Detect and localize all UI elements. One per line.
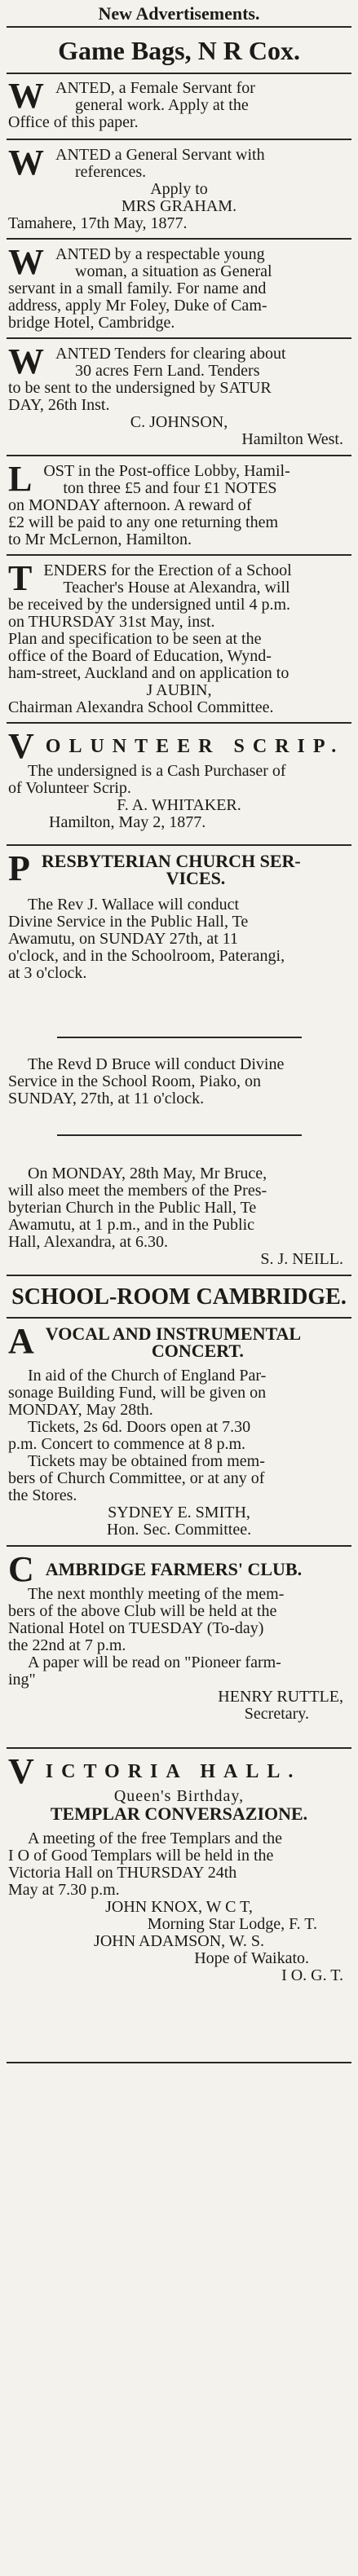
divider xyxy=(7,2062,351,2063)
ad-line: The Rev J. Wallace will conduct xyxy=(28,896,240,914)
ad-line: servant in a small family. For name and xyxy=(8,280,267,297)
ad-line: The next monthly meeting of the mem- xyxy=(28,1586,285,1603)
ad-presbyterian-monday xyxy=(0,1165,358,1268)
ad-line: will also meet the members of the Pres- xyxy=(8,1182,267,1200)
divider xyxy=(7,1545,351,1547)
divider xyxy=(7,1317,351,1319)
ad-line: I O of Good Templars will be held in the xyxy=(8,1847,274,1865)
ad-line: Service in the School Room, Piako, on xyxy=(8,1073,261,1090)
ad-line: The Revd D Bruce will conduct Divine xyxy=(28,1056,285,1073)
ad-line: references. xyxy=(75,164,147,181)
drop-cap: L xyxy=(8,459,33,499)
ad-line: C. JOHNSON, xyxy=(130,414,228,431)
drop-cap: A xyxy=(8,1321,34,1361)
ad-young-woman xyxy=(0,242,358,332)
ad-signature: SYDNEY E. SMITH, xyxy=(108,1504,250,1521)
ad-line: be received by the undersigned until 4 p.m. xyxy=(8,597,291,614)
ad-title: OLUNTEER SCRIP. xyxy=(45,736,345,757)
ad-title: CONCERT. xyxy=(151,1342,244,1359)
ad-line: May at 7.30 p.m. xyxy=(8,1882,120,1899)
ad-line: bers of the above Club will be held at the xyxy=(8,1603,277,1620)
drop-cap: V xyxy=(8,726,34,766)
ad-line: Chairman Alexandra School Committee. xyxy=(8,699,274,716)
drop-cap: C xyxy=(8,1549,34,1589)
ad-line: sonage Building Fund, will be given on xyxy=(8,1385,267,1402)
ad-line: Hamilton, May 2, 1877. xyxy=(49,814,206,831)
game-bags-title: Game Bags, N R Cox. xyxy=(58,36,300,65)
ad-line: OST in the Post-office Lobby, Hamil- xyxy=(43,463,290,480)
ad-line: p.m. Concert to commence at 8 p.m. xyxy=(8,1436,246,1453)
ad-line: £2 will be paid to any one returning them xyxy=(8,514,279,531)
ad-line: office of the Board of Education, Wynd- xyxy=(8,648,272,665)
ad-subtitle: TEMPLAR CONVERSAZIONE. xyxy=(50,1805,308,1822)
ad-female-servant xyxy=(0,76,358,131)
divider xyxy=(7,337,351,339)
ad-line: ham-street, Auckland and on application to xyxy=(8,665,289,682)
drop-cap: W xyxy=(8,143,44,183)
ad-title: RESBYTERIAN CHURCH SER- xyxy=(41,852,301,870)
ad-line: woman, a situation as General xyxy=(75,263,272,280)
ad-line: the Stores. xyxy=(8,1487,77,1504)
ad-signature: Hon. Sec. Committee. xyxy=(106,1521,252,1539)
ad-line: Tamahere, 17th May, 1877. xyxy=(8,215,188,232)
ad-line: MRS GRAHAM. xyxy=(121,198,237,215)
drop-cap: W xyxy=(8,242,44,282)
drop-cap: T xyxy=(8,558,33,598)
ad-line: A paper will be read on "Pioneer farm- xyxy=(28,1654,281,1671)
ad-line: National Hotel on TUESDAY (To-day) xyxy=(8,1620,264,1637)
ad-line: Awamutu, on SUNDAY 27th, at 11 xyxy=(8,931,239,948)
ad-line: to Mr McLernon, Hamilton. xyxy=(8,531,192,548)
ad-line: on MONDAY afternoon. A reward of xyxy=(8,497,252,514)
divider xyxy=(7,844,351,846)
ad-line: Victoria Hall on THURSDAY 24th xyxy=(8,1865,237,1882)
ad-line: at 3 o'clock. xyxy=(8,965,87,982)
ad-line: Tickets, 2s 6d. Doors open at 7.30 xyxy=(28,1419,251,1436)
ad-fern-land xyxy=(0,341,358,448)
ad-line: MONDAY, May 28th. xyxy=(8,1402,153,1419)
ad-line: on THURSDAY 31st May, inst. xyxy=(8,614,215,631)
divider xyxy=(7,554,351,556)
ad-line: ing" xyxy=(8,1671,36,1689)
ad-line: Tickets may be obtained from mem- xyxy=(28,1453,265,1470)
ad-line: to be sent to the undersigned by SATUR xyxy=(8,380,272,397)
ad-line: o'clock, and in the Schoolroom, Paterangi, xyxy=(8,948,285,965)
ad-signature: JOHN KNOX, W C T, xyxy=(105,1899,253,1916)
ad-line: In aid of the Church of England Par- xyxy=(28,1367,267,1385)
ad-line: ton three £5 and four £1 NOTES xyxy=(63,480,277,497)
ad-line: Office of this paper. xyxy=(8,114,139,131)
ad-presbyterian-piako xyxy=(0,1056,358,1107)
ad-signature: I O. G. T. xyxy=(281,1967,343,1984)
short-divider xyxy=(57,1134,302,1136)
ad-line: Apply to xyxy=(150,181,208,198)
ad-line: A meeting of the free Templars and the xyxy=(28,1830,283,1847)
ad-line: ANTED by a respectable young xyxy=(55,246,265,263)
ad-presbyterian-services xyxy=(0,848,358,982)
ad-line: Divine Service in the Public Hall, Te xyxy=(8,914,249,931)
ad-victoria-hall xyxy=(0,1751,358,1984)
ad-line: Hall, Alexandra, at 6.30. xyxy=(8,1234,169,1251)
ad-line: of Volunteer Scrip. xyxy=(8,780,131,797)
ad-line: J AUBIN, xyxy=(146,682,212,699)
ad-line: On MONDAY, 28th May, Mr Bruce, xyxy=(28,1165,267,1182)
ad-line: ANTED a General Servant with xyxy=(55,147,265,164)
ad-line: 30 acres Fern Land. Tenders xyxy=(75,363,260,380)
divider xyxy=(7,139,351,140)
drop-cap: V xyxy=(8,1751,34,1791)
divider xyxy=(7,1275,351,1276)
short-divider xyxy=(57,1037,302,1038)
ad-line: SUNDAY, 27th, at 11 o'clock. xyxy=(8,1090,205,1107)
ad-line: Hamilton West. xyxy=(241,431,343,448)
divider xyxy=(7,455,351,456)
ad-title: VICES. xyxy=(166,870,226,887)
ad-line: Awamutu, at 1 p.m., and in the Public xyxy=(8,1217,255,1234)
divider xyxy=(7,722,351,724)
ad-signature: HENRY RUTTLE, xyxy=(218,1689,343,1706)
divider xyxy=(7,73,351,74)
ad-title: AMBRIDGE FARMERS' CLUB. xyxy=(45,1559,303,1579)
divider xyxy=(7,26,351,28)
ad-vocal-concert xyxy=(0,1321,358,1539)
drop-cap: W xyxy=(8,341,44,381)
ad-line: byterian Church in the Public Hall, Te xyxy=(8,1200,257,1217)
ad-line: bers of Church Committee, or at any of xyxy=(8,1470,265,1487)
ad-volunteer-scrip xyxy=(0,726,358,831)
divider xyxy=(7,1747,351,1749)
ad-school-room-cambridge xyxy=(0,1281,358,1315)
drop-cap: W xyxy=(8,76,44,116)
ad-school-tenders xyxy=(0,558,358,716)
ad-line: ANTED Tenders for clearing about xyxy=(55,346,286,363)
ad-title: SCHOOL-ROOM CAMBRIDGE. xyxy=(11,1284,347,1310)
ad-farmers-club xyxy=(0,1549,358,1723)
ad-signature: Secretary. xyxy=(244,1706,309,1723)
ad-line: ENDERS for the Erection of a School xyxy=(43,562,292,579)
ad-line: address, apply Mr Foley, Duke of Cam- xyxy=(8,297,267,315)
divider xyxy=(7,238,351,240)
ad-line: F. A. WHITAKER. xyxy=(117,797,241,814)
ad-line: The undersigned is a Cash Purchaser of xyxy=(28,763,286,780)
ad-title: ICTORIA HALL. xyxy=(45,1761,302,1782)
ad-title: VOCAL AND INSTRUMENTAL xyxy=(45,1325,302,1342)
ad-line: DAY, 26th Inst. xyxy=(8,397,110,414)
ad-line: the 22nd at 7 p.m. xyxy=(8,1637,126,1654)
ad-general-servant xyxy=(0,143,358,232)
ad-signature: JOHN ADAMSON, W. S. xyxy=(94,1933,264,1950)
ad-line: ANTED, a Female Servant for xyxy=(55,80,255,97)
drop-cap: P xyxy=(8,848,30,888)
ad-lost-notes xyxy=(0,459,358,548)
ad-line: general work. Apply at the xyxy=(75,97,249,114)
ad-subtitle: Queen's Birthday, xyxy=(113,1788,245,1805)
ad-line: bridge Hotel, Cambridge. xyxy=(8,315,175,332)
ad-signature: Morning Star Lodge, F. T. xyxy=(147,1916,317,1933)
section-title: New Advertisements. xyxy=(98,3,260,24)
ad-signature: S. J. NEILL. xyxy=(260,1251,343,1268)
ad-signature: Hope of Waikato. xyxy=(194,1950,309,1967)
ad-line: Plan and specification to be seen at the xyxy=(8,631,262,648)
ad-line: Teacher's House at Alexandra, will xyxy=(63,579,290,597)
